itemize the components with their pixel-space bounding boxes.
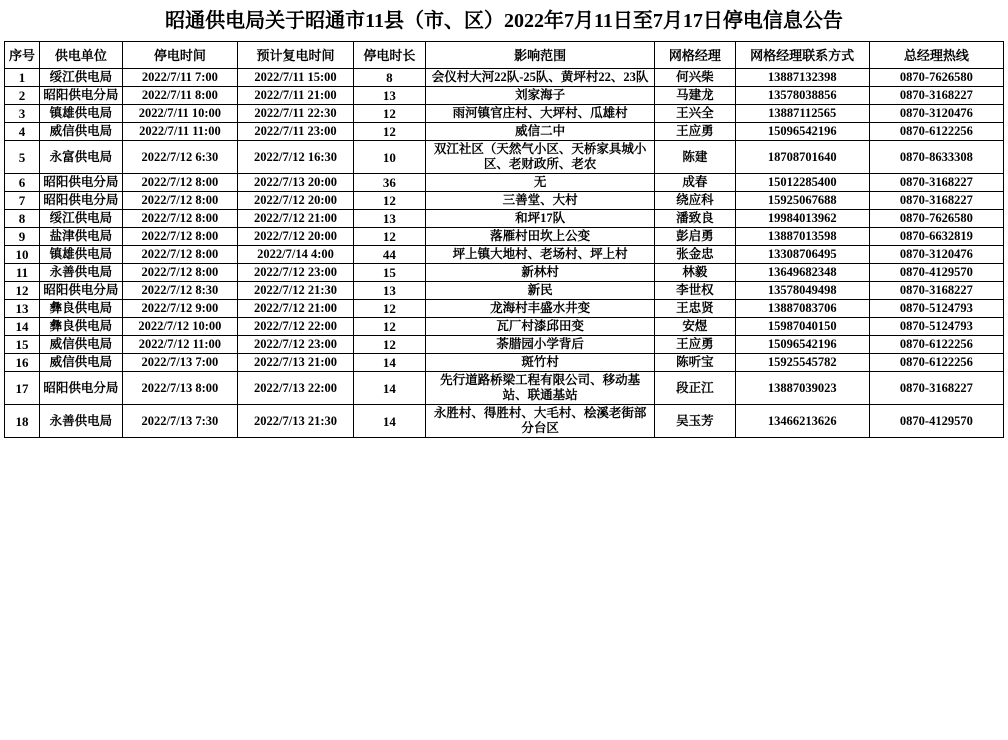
cell-manager-phone: 13578038856 <box>735 87 869 105</box>
cell-manager-phone: 15012285400 <box>735 174 869 192</box>
cell-index: 11 <box>5 264 40 282</box>
cell-manager-phone: 13308706495 <box>735 246 869 264</box>
cell-hotline: 0870-3120476 <box>869 105 1003 123</box>
cell-unit: 镇雄供电局 <box>40 246 123 264</box>
cell-unit: 彝良供电局 <box>40 300 123 318</box>
table-header <box>5 42 1004 69</box>
cell-manager-phone: 13887132398 <box>735 69 869 87</box>
cell-index: 8 <box>5 210 40 228</box>
cell-duration: 12 <box>353 300 425 318</box>
cell-unit: 盐津供电局 <box>40 228 123 246</box>
cell-start-time: 2022/7/13 7:00 <box>122 354 238 372</box>
cell-manager: 成春 <box>655 174 735 192</box>
cell-scope: 落雁村田坎上公变 <box>426 228 655 246</box>
cell-scope: 龙海村丰盛水井变 <box>426 300 655 318</box>
cell-manager: 李世权 <box>655 282 735 300</box>
cell-hotline: 0870-3168227 <box>869 87 1003 105</box>
cell-index: 5 <box>5 141 40 174</box>
cell-duration: 13 <box>353 282 425 300</box>
cell-index: 17 <box>5 372 40 405</box>
cell-manager: 吴玉芳 <box>655 405 735 438</box>
cell-index: 1 <box>5 69 40 87</box>
column-header-duration: 停电时长 <box>353 42 425 69</box>
cell-start-time: 2022/7/12 9:00 <box>122 300 238 318</box>
cell-manager-phone: 18708701640 <box>735 141 869 174</box>
cell-start-time: 2022/7/12 8:00 <box>122 192 238 210</box>
cell-unit: 威信供电局 <box>40 123 123 141</box>
cell-index: 16 <box>5 354 40 372</box>
table-row <box>5 405 1004 438</box>
table-header-row <box>5 42 1004 69</box>
cell-index: 9 <box>5 228 40 246</box>
cell-manager-phone: 19984013962 <box>735 210 869 228</box>
cell-manager: 王应勇 <box>655 336 735 354</box>
cell-scope: 威信二中 <box>426 123 655 141</box>
cell-start-time: 2022/7/11 8:00 <box>122 87 238 105</box>
cell-duration: 36 <box>353 174 425 192</box>
cell-end-time: 2022/7/12 21:00 <box>238 210 354 228</box>
cell-hotline: 0870-3168227 <box>869 192 1003 210</box>
cell-manager-phone: 15096542196 <box>735 123 869 141</box>
cell-end-time: 2022/7/11 23:00 <box>238 123 354 141</box>
cell-scope: 雨河镇官庄村、大坪村、瓜雄村 <box>426 105 655 123</box>
cell-index: 18 <box>5 405 40 438</box>
cell-manager: 张金忠 <box>655 246 735 264</box>
cell-hotline: 0870-8633308 <box>869 141 1003 174</box>
cell-duration: 15 <box>353 264 425 282</box>
column-header-unit: 供电单位 <box>40 42 123 69</box>
table-body <box>5 69 1004 438</box>
cell-start-time: 2022/7/13 7:30 <box>122 405 238 438</box>
cell-hotline: 0870-6122256 <box>869 354 1003 372</box>
cell-manager-phone: 15987040150 <box>735 318 869 336</box>
cell-manager-phone: 13887039023 <box>735 372 869 405</box>
column-header-scope: 影响范围 <box>426 42 655 69</box>
cell-hotline: 0870-4129570 <box>869 405 1003 438</box>
table-row <box>5 141 1004 174</box>
cell-index: 14 <box>5 318 40 336</box>
column-header-index: 序号 <box>5 42 40 69</box>
cell-start-time: 2022/7/12 8:00 <box>122 174 238 192</box>
cell-scope: 瓦厂村漆邱田变 <box>426 318 655 336</box>
cell-index: 2 <box>5 87 40 105</box>
cell-hotline: 0870-6122256 <box>869 123 1003 141</box>
cell-hotline: 0870-3168227 <box>869 372 1003 405</box>
page-title: 昭通供电局关于昭通市11县（市、区）2022年7月11日至7月17日停电信息公告 <box>165 10 843 32</box>
cell-manager: 马建龙 <box>655 87 735 105</box>
cell-unit: 威信供电局 <box>40 354 123 372</box>
cell-scope: 刘家海子 <box>426 87 655 105</box>
cell-end-time: 2022/7/12 22:00 <box>238 318 354 336</box>
cell-scope: 新林村 <box>426 264 655 282</box>
cell-manager: 段正江 <box>655 372 735 405</box>
cell-unit: 镇雄供电局 <box>40 105 123 123</box>
cell-hotline: 0870-4129570 <box>869 264 1003 282</box>
cell-start-time: 2022/7/12 8:00 <box>122 246 238 264</box>
cell-duration: 14 <box>353 354 425 372</box>
cell-hotline: 0870-5124793 <box>869 318 1003 336</box>
cell-unit: 昭阳供电分局 <box>40 372 123 405</box>
cell-unit: 永善供电局 <box>40 264 123 282</box>
cell-end-time: 2022/7/11 21:00 <box>238 87 354 105</box>
table-row <box>5 318 1004 336</box>
cell-end-time: 2022/7/12 16:30 <box>238 141 354 174</box>
table-row <box>5 192 1004 210</box>
cell-manager: 何兴柴 <box>655 69 735 87</box>
table-row <box>5 336 1004 354</box>
table-row <box>5 354 1004 372</box>
cell-unit: 昭阳供电分局 <box>40 174 123 192</box>
cell-scope: 双江社区（天然气小区、天桥家具城小区、老财政所、老农 <box>426 141 655 174</box>
cell-manager: 潘致良 <box>655 210 735 228</box>
cell-end-time: 2022/7/14 4:00 <box>238 246 354 264</box>
cell-unit: 永富供电局 <box>40 141 123 174</box>
cell-scope: 三善堂、大村 <box>426 192 655 210</box>
cell-duration: 14 <box>353 405 425 438</box>
cell-index: 7 <box>5 192 40 210</box>
cell-hotline: 0870-6632819 <box>869 228 1003 246</box>
cell-unit: 绥江供电局 <box>40 210 123 228</box>
cell-scope: 无 <box>426 174 655 192</box>
cell-duration: 13 <box>353 210 425 228</box>
cell-hotline: 0870-5124793 <box>869 300 1003 318</box>
cell-end-time: 2022/7/13 20:00 <box>238 174 354 192</box>
cell-hotline: 0870-3120476 <box>869 246 1003 264</box>
cell-duration: 10 <box>353 141 425 174</box>
cell-index: 10 <box>5 246 40 264</box>
cell-duration: 14 <box>353 372 425 405</box>
cell-manager: 王兴全 <box>655 105 735 123</box>
cell-scope: 和坪17队 <box>426 210 655 228</box>
cell-manager: 陈建 <box>655 141 735 174</box>
cell-manager-phone: 13887112565 <box>735 105 869 123</box>
cell-scope: 先行道路桥梁工程有限公司、移动基站、联通基站 <box>426 372 655 405</box>
cell-end-time: 2022/7/13 21:30 <box>238 405 354 438</box>
cell-unit: 绥江供电局 <box>40 69 123 87</box>
cell-unit: 威信供电局 <box>40 336 123 354</box>
cell-index: 12 <box>5 282 40 300</box>
column-header-manager: 网格经理 <box>655 42 735 69</box>
cell-manager-phone: 13887013598 <box>735 228 869 246</box>
cell-manager: 王应勇 <box>655 123 735 141</box>
cell-hotline: 0870-3168227 <box>869 282 1003 300</box>
cell-unit: 永善供电局 <box>40 405 123 438</box>
cell-duration: 12 <box>353 192 425 210</box>
cell-manager: 绕应科 <box>655 192 735 210</box>
cell-manager: 彭启勇 <box>655 228 735 246</box>
cell-manager-phone: 13578049498 <box>735 282 869 300</box>
cell-unit: 昭阳供电分局 <box>40 282 123 300</box>
table-row <box>5 300 1004 318</box>
cell-manager: 陈听宝 <box>655 354 735 372</box>
cell-start-time: 2022/7/11 10:00 <box>122 105 238 123</box>
table-row <box>5 282 1004 300</box>
cell-start-time: 2022/7/12 6:30 <box>122 141 238 174</box>
cell-manager-phone: 13466213626 <box>735 405 869 438</box>
cell-index: 3 <box>5 105 40 123</box>
table-row <box>5 264 1004 282</box>
table-row <box>5 210 1004 228</box>
cell-scope: 斑竹村 <box>426 354 655 372</box>
table-row <box>5 228 1004 246</box>
table-row <box>5 246 1004 264</box>
cell-scope: 会仪村大河22队-25队、黄坪村22、23队 <box>426 69 655 87</box>
cell-duration: 12 <box>353 318 425 336</box>
cell-end-time: 2022/7/12 20:00 <box>238 228 354 246</box>
cell-hotline: 0870-3168227 <box>869 174 1003 192</box>
cell-duration: 12 <box>353 105 425 123</box>
cell-unit: 昭阳供电分局 <box>40 192 123 210</box>
cell-hotline: 0870-7626580 <box>869 69 1003 87</box>
cell-start-time: 2022/7/12 10:00 <box>122 318 238 336</box>
cell-manager: 林毅 <box>655 264 735 282</box>
column-header-manager-phone: 网格经理联系方式 <box>735 42 869 69</box>
cell-scope: 永胜村、得胜村、大毛村、桧溪老街部分台区 <box>426 405 655 438</box>
column-header-hotline: 总经理热线 <box>869 42 1003 69</box>
cell-duration: 12 <box>353 228 425 246</box>
cell-duration: 13 <box>353 87 425 105</box>
table-row <box>5 372 1004 405</box>
cell-unit: 彝良供电局 <box>40 318 123 336</box>
cell-duration: 12 <box>353 336 425 354</box>
cell-manager-phone: 13887083706 <box>735 300 869 318</box>
cell-start-time: 2022/7/13 8:00 <box>122 372 238 405</box>
cell-start-time: 2022/7/12 8:00 <box>122 264 238 282</box>
table-row <box>5 174 1004 192</box>
cell-end-time: 2022/7/13 21:00 <box>238 354 354 372</box>
cell-start-time: 2022/7/12 8:00 <box>122 210 238 228</box>
cell-manager: 安煜 <box>655 318 735 336</box>
cell-start-time: 2022/7/11 11:00 <box>122 123 238 141</box>
cell-index: 4 <box>5 123 40 141</box>
column-header-start-time: 停电时间 <box>122 42 238 69</box>
cell-end-time: 2022/7/11 22:30 <box>238 105 354 123</box>
cell-start-time: 2022/7/11 7:00 <box>122 69 238 87</box>
table-row <box>5 105 1004 123</box>
cell-end-time: 2022/7/12 20:00 <box>238 192 354 210</box>
cell-end-time: 2022/7/12 23:00 <box>238 264 354 282</box>
cell-end-time: 2022/7/11 15:00 <box>238 69 354 87</box>
cell-end-time: 2022/7/12 21:30 <box>238 282 354 300</box>
cell-index: 13 <box>5 300 40 318</box>
cell-unit: 昭阳供电分局 <box>40 87 123 105</box>
cell-hotline: 0870-7626580 <box>869 210 1003 228</box>
cell-scope: 荼腊园小学背后 <box>426 336 655 354</box>
cell-manager: 王忠贤 <box>655 300 735 318</box>
cell-manager-phone: 15096542196 <box>735 336 869 354</box>
cell-end-time: 2022/7/12 23:00 <box>238 336 354 354</box>
cell-end-time: 2022/7/13 22:00 <box>238 372 354 405</box>
cell-manager-phone: 13649682348 <box>735 264 869 282</box>
cell-scope: 坪上镇大地村、老场村、坪上村 <box>426 246 655 264</box>
cell-index: 15 <box>5 336 40 354</box>
outage-schedule-table <box>4 41 1004 438</box>
table-row <box>5 69 1004 87</box>
table-row <box>5 87 1004 105</box>
column-header-end-time: 预计复电时间 <box>238 42 354 69</box>
cell-manager-phone: 15925545782 <box>735 354 869 372</box>
table-row <box>5 123 1004 141</box>
cell-end-time: 2022/7/12 21:00 <box>238 300 354 318</box>
cell-duration: 12 <box>353 123 425 141</box>
cell-duration: 8 <box>353 69 425 87</box>
cell-start-time: 2022/7/12 8:00 <box>122 228 238 246</box>
cell-duration: 44 <box>353 246 425 264</box>
cell-index: 6 <box>5 174 40 192</box>
cell-hotline: 0870-6122256 <box>869 336 1003 354</box>
cell-manager-phone: 15925067688 <box>735 192 869 210</box>
cell-start-time: 2022/7/12 11:00 <box>122 336 238 354</box>
cell-scope: 新民 <box>426 282 655 300</box>
cell-start-time: 2022/7/12 8:30 <box>122 282 238 300</box>
